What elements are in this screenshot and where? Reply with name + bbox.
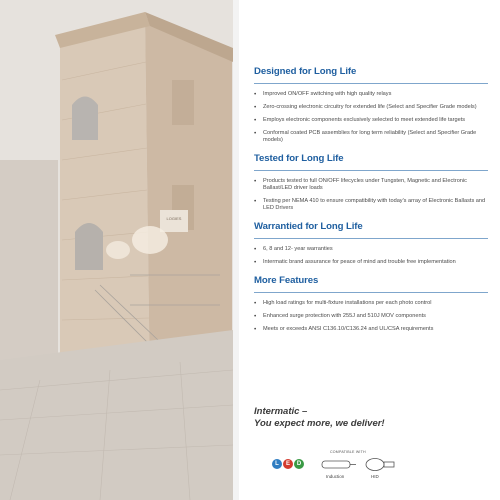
- hid-lamp-icon: [366, 459, 394, 471]
- list-item: • Conformal coated PCB assemblies for long term reliability (Select and Specifier Grade models): [254, 130, 488, 144]
- induction-lamp-icon: [322, 461, 356, 468]
- list-item: • Meets or exceeds ANSI C136.10/C136.24 and UL/CSA requirements: [254, 326, 488, 333]
- list-item: • Intermatic brand assurance for peace of mind and trouble free implementation: [254, 259, 488, 266]
- feature-list: [254, 246, 488, 266]
- feature-list: [254, 91, 488, 144]
- list-item: • Enhanced surge protection with 255J and 510J MOV components: [254, 313, 488, 320]
- induction-label: Induction: [326, 474, 345, 479]
- list-item: • High load ratings for multi-fixture installations per each photo control: [254, 300, 488, 307]
- sign-text: LOGIES: [166, 216, 182, 221]
- section-rule: [254, 170, 488, 171]
- list-item: • Testing per NEMA 410 to ensure compatibility with today's array of Electronic Ballasts and LED Drivers: [254, 198, 488, 212]
- tagline-line-2: You expect more, we deliver!: [254, 418, 385, 429]
- list-item: • Employs electronic components exclusively selected to meet extended life targets: [254, 117, 488, 124]
- tagline: [254, 406, 385, 430]
- section-title: Designed for Long Life: [254, 66, 357, 77]
- section-rule: [254, 292, 488, 293]
- list-item: • Zero-crossing electronic circuitry for extended life (Select and Specifier Grade models): [254, 104, 488, 111]
- section-more-features: [254, 275, 488, 333]
- section-title: More Features: [254, 275, 319, 286]
- list-item: • Products tested to full ON/OFF lifecycles under Tungsten, Magnetic and Electronic Ballast/LED driver loads: [254, 178, 488, 192]
- building-photo: [0, 0, 233, 500]
- section-rule: [254, 83, 488, 84]
- section-rule: [254, 238, 488, 239]
- section-title: Tested for Long Life: [254, 153, 344, 164]
- divider: [233, 0, 239, 500]
- feature-list: [254, 300, 488, 333]
- hid-label: HID: [371, 474, 379, 479]
- led-l-icon: L: [272, 459, 282, 469]
- section-designed: [254, 66, 488, 144]
- section-tested: [254, 153, 488, 212]
- led-d-icon: D: [294, 459, 304, 469]
- led-e-icon: E: [283, 459, 293, 469]
- section-warrantied: [254, 221, 488, 266]
- list-item: • 6, 8 and 12- year warranties: [254, 246, 488, 253]
- building-illustration: [0, 0, 233, 500]
- lamp-icons: [320, 456, 400, 474]
- features-panel: [254, 66, 488, 342]
- compatible-label: COMPATIBLE WITH: [330, 450, 366, 454]
- section-title: Warrantied for Long Life: [254, 221, 363, 232]
- list-item: • Improved ON/OFF switching with high quality relays: [254, 91, 488, 98]
- feature-list: [254, 178, 488, 212]
- tagline-line-1: Intermatic –: [254, 406, 308, 417]
